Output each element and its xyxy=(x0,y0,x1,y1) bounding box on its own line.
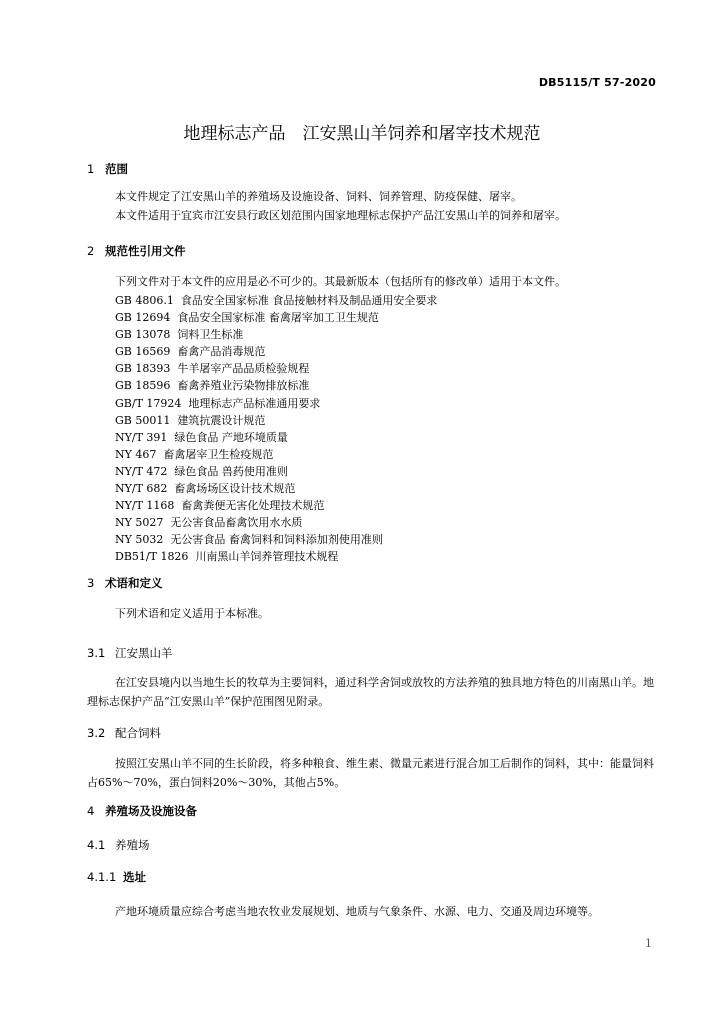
term-heading xyxy=(87,645,173,661)
reference-item xyxy=(115,343,437,360)
reference-name: 畜禽场场区设计技术规范 xyxy=(174,482,296,496)
term-title: 江安黑山羊 xyxy=(115,646,173,660)
reference-item xyxy=(115,309,437,326)
reference-code: GB 18393 xyxy=(115,362,171,376)
reference-item xyxy=(115,531,437,548)
reference-item xyxy=(115,497,437,514)
section-number: 4 xyxy=(87,804,95,818)
reference-item xyxy=(115,480,437,497)
reference-code: GB 12694 xyxy=(115,311,171,325)
reference-item xyxy=(115,395,437,412)
term-definition: 按照江安黑山羊不同的生长阶段，将多种粮食、维生素、微量元素进行混合加工后制作的饲料，其中：能量饲料占65%～70%，蛋白饲料20%～30%，其他占5%。 xyxy=(87,757,654,789)
page-number: 1 xyxy=(645,937,652,950)
section-number: 3 xyxy=(87,576,95,590)
document-title: 地理标志产品 江安黑山羊饲养和屠宰技术规范 xyxy=(183,124,541,144)
reference-name: 绿色食品 产地环境质量 xyxy=(174,430,288,444)
reference-name: 川南黑山羊饲养管理技术规程 xyxy=(195,550,339,564)
reference-code: NY/T 472 xyxy=(115,464,168,478)
reference-item xyxy=(115,429,437,446)
reference-name: 食品安全国家标准 食品接触材料及制品通用安全要求 xyxy=(180,294,438,307)
reference-name: 食品安全国家标准 畜禽屠宰加工卫生规范 xyxy=(177,311,379,325)
section-heading-normative-references xyxy=(87,243,186,259)
term-number: 3.1 xyxy=(87,646,106,660)
reference-item xyxy=(115,514,437,531)
section-heading-terms xyxy=(87,575,163,591)
reference-name: 畜禽养殖业污染物排放标准 xyxy=(177,379,310,393)
reference-code: NY/T 391 xyxy=(115,430,168,444)
term-number: 3.2 xyxy=(87,726,106,740)
section-title: 术语和定义 xyxy=(105,576,163,590)
reference-code: GB/T 17924 xyxy=(115,396,182,410)
reference-name: 无公害食品畜禽饮用水水质 xyxy=(170,516,303,530)
paragraph: 产地环境质量应综合考虑当地农牧业发展规划、地质与气象条件、水源、电力、交通及周边环境等。 xyxy=(115,905,599,918)
reference-item xyxy=(115,326,437,343)
section-number: 2 xyxy=(87,244,95,258)
section-heading-farm-facilities xyxy=(87,803,197,819)
reference-item xyxy=(115,292,437,309)
reference-item xyxy=(115,377,437,394)
section-heading-scope xyxy=(87,161,128,177)
subsubsection-heading xyxy=(87,869,146,885)
subsection-title: 养殖场 xyxy=(115,838,150,852)
reference-name: 牛羊屠宰产品品质检验规程 xyxy=(177,362,310,376)
reference-code: GB 4806.1 xyxy=(115,294,174,307)
term-title: 配合饲料 xyxy=(115,726,161,740)
subsubsection-title: 选址 xyxy=(123,870,146,884)
reference-code: NY 467 xyxy=(115,447,157,461)
paragraph: 下列术语和定义适用于本标准。 xyxy=(115,607,269,620)
reference-code: NY 5032 xyxy=(115,533,164,547)
reference-code: GB 50011 xyxy=(115,413,171,427)
term-heading xyxy=(87,725,161,741)
reference-code: DB51/T 1826 xyxy=(115,550,189,564)
reference-code: GB 13078 xyxy=(115,328,171,342)
subsection-number: 4.1 xyxy=(87,838,106,852)
subsubsection-number: 4.1.1 xyxy=(87,870,117,884)
section-number: 1 xyxy=(87,162,95,176)
reference-name: 地理标志产品标准通用要求 xyxy=(188,396,321,410)
reference-name: 畜禽屠宰卫生检疫规范 xyxy=(163,447,274,461)
reference-name: 建筑抗震设计规范 xyxy=(177,413,266,427)
term-definition: 在江安县境内以当地生长的牧草为主要饲料，通过科学舍饲或放牧的方法养殖的独具地方特色的川南黑山羊。地理标志保护产品“江安黑山羊”保护范围图见附录。 xyxy=(87,676,654,708)
reference-code: GB 18596 xyxy=(115,379,171,393)
reference-name: 畜禽产品消毒规范 xyxy=(177,345,266,359)
reference-item xyxy=(115,463,437,480)
reference-name: 无公害食品 畜禽饲料和饲料添加剂使用准则 xyxy=(170,533,383,547)
reference-code: NY/T 682 xyxy=(115,482,168,496)
reference-name: 饲料卫生标准 xyxy=(177,328,244,342)
reference-list xyxy=(115,292,437,566)
subsection-heading xyxy=(87,837,150,853)
reference-code: NY 5027 xyxy=(115,516,164,530)
section-title: 养殖场及设施设备 xyxy=(105,804,197,818)
reference-code: NY/T 1168 xyxy=(115,499,175,513)
reference-item xyxy=(115,548,437,565)
reference-code: GB 16569 xyxy=(115,345,171,359)
reference-item xyxy=(115,412,437,429)
section-title: 规范性引用文件 xyxy=(105,244,186,258)
reference-item xyxy=(115,446,437,463)
reference-item xyxy=(115,360,437,377)
standard-code: DB5115/T 57-2020 xyxy=(538,76,656,89)
reference-name: 绿色食品 兽药使用准则 xyxy=(174,464,288,478)
paragraph: 下列文件对于本文件的应用是必不可少的。其最新版本（包括所有的修改单）适用于本文件。 xyxy=(115,275,566,288)
section-title: 范围 xyxy=(105,162,128,176)
paragraph: 本文件规定了江安黑山羊的养殖场及设施设备、饲料、饲养管理、防疫保健、屠宰。 xyxy=(115,190,522,203)
paragraph: 本文件适用于宜宾市江安县行政区划范围内国家地理标志保护产品江安黑山羊的饲养和屠宰。 xyxy=(115,209,566,222)
reference-name: 畜禽粪便无害化处理技术规范 xyxy=(181,499,325,513)
